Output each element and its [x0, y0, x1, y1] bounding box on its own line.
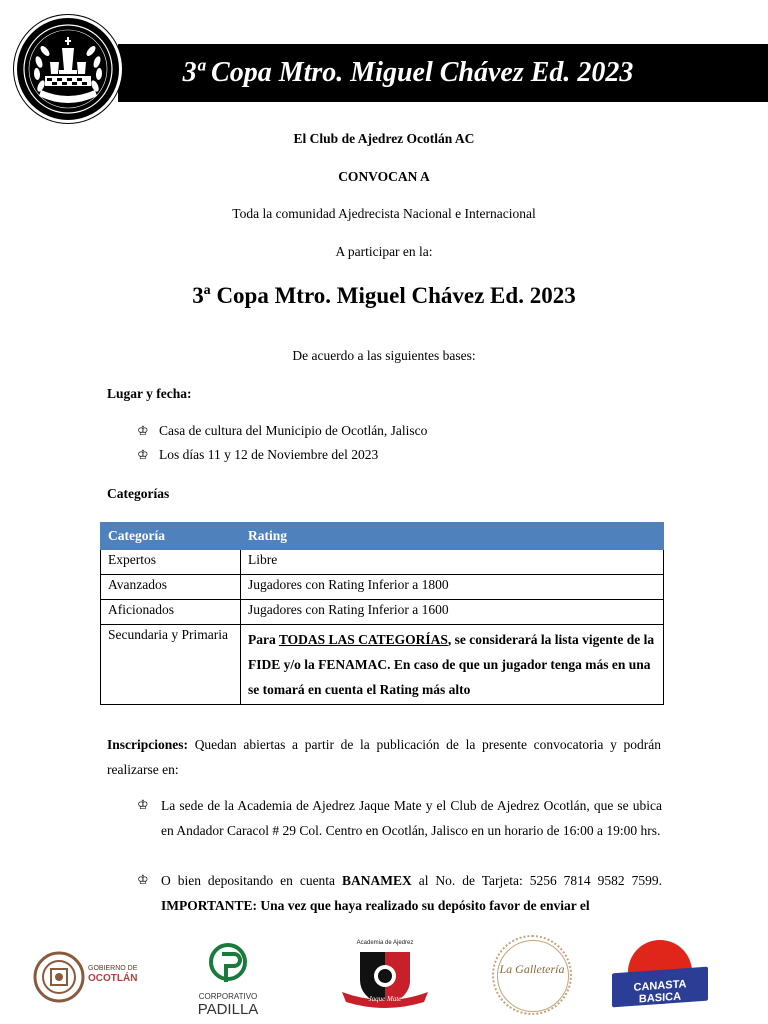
lugar-item-text: Casa de cultura del Municipio de Ocotlán, Jalisco	[159, 423, 428, 438]
category-cell: Expertos	[101, 550, 241, 575]
header-title: 3ª Copa Mtro. Miguel Chávez Ed. 2023	[182, 57, 634, 88]
note-underlined: TODAS LAS CATEGORÍAS	[278, 632, 448, 647]
inscripcion-item	[137, 793, 662, 843]
bank-name: BANAMEX	[342, 873, 412, 888]
category-cell: Aficionados	[101, 600, 241, 625]
table-row	[101, 550, 664, 575]
event-title: 3ª Copa Mtro. Miguel Chávez Ed. 2023	[192, 283, 576, 308]
inscripciones-label: Inscripciones:	[107, 737, 188, 752]
academia-text: Academia de Ajedrez	[356, 940, 414, 946]
inscripcion-item-text: La sede de la Academia de Ajedrez Jaque Mate y el Club de Ajedrez Ocotlán, que se ubica en Andador Caracol # 29 Col. Centro en Ocotlán, Jalisco en un horario de 16:00 a 19:00 hrs.	[161, 798, 662, 838]
sponsor-canasta-basica	[610, 938, 710, 1010]
jaque-mate-text: Jaque Mate	[368, 995, 402, 1003]
table-row	[101, 575, 664, 600]
rating-note-cell	[241, 625, 664, 705]
chess-king-icon: ♔	[137, 448, 149, 463]
column-header-categoria: Categoría	[101, 523, 241, 550]
club-logo-emblem-icon	[17, 18, 119, 120]
lugar-item-text: Los días 11 y 12 de Noviembre del 2023	[159, 447, 379, 462]
club-name: El Club de Ajedrez Ocotlán AC	[293, 131, 475, 146]
sponsor-corporativo-padilla	[188, 942, 268, 1020]
table-row	[101, 600, 664, 625]
padilla-line1: CORPORATIVO	[198, 992, 258, 1001]
sponsor-jaque-mate	[340, 940, 430, 1012]
gobierno-line2: OCOTLÁN	[88, 973, 138, 984]
category-cell: Avanzados	[101, 575, 241, 600]
important-note: IMPORTANTE: Una vez que haya realizado su depósito favor de enviar el	[161, 898, 590, 913]
lugar-item	[137, 423, 427, 439]
rating-cell: Jugadores con Rating Inferior a 1800	[241, 575, 664, 600]
sponsor-gobierno-ocotlan	[32, 946, 142, 1008]
padilla-logo-icon	[208, 942, 248, 986]
canasta-text: CANASTA BASICA	[633, 978, 687, 1006]
rating-cell: Libre	[241, 550, 664, 575]
inscripciones-text: Quedan abiertas a partir de la publicación de la presente convocatoria y podrán realizarse en:	[107, 737, 661, 777]
audience-text: Toda la comunidad Ajedrecista Nacional e Internacional	[232, 206, 536, 221]
chess-king-icon: ♔	[137, 798, 149, 813]
category-cell: Secundaria y Primaria	[101, 625, 241, 705]
galleteria-text: La Galletería	[499, 962, 565, 976]
inscripcion-item-text	[161, 868, 662, 918]
table-row	[101, 625, 664, 705]
categories-table	[100, 522, 664, 705]
categorias-label: Categorías	[107, 486, 170, 501]
gobierno-line1: GOBIERNO DE	[88, 965, 138, 972]
ocotlan-seal-icon	[32, 948, 86, 1006]
club-logo	[14, 15, 122, 123]
inscripciones-paragraph	[107, 732, 661, 782]
lugar-label: Lugar y fecha:	[107, 386, 192, 401]
galleteria-inner-ring	[497, 940, 569, 1012]
participate-text: A participar en la:	[335, 244, 433, 259]
sponsor-galleteria	[492, 935, 572, 1015]
inscripcion-item	[137, 868, 662, 918]
convocan-heading: CONVOCAN A	[338, 169, 430, 184]
column-header-rating: Rating	[241, 523, 664, 550]
chess-king-icon: ♔	[137, 424, 149, 439]
note-suffix: , se considerará la lista vigente de la FIDE y/o la FENAMAC. En caso de que un jugador tenga más en una se tomará en cuenta el Rating más alto	[248, 632, 655, 697]
padilla-line2: PADILLA	[197, 1001, 259, 1018]
note-prefix: Para	[248, 632, 279, 647]
deposit-prefix: O bien depositando en cuenta	[161, 873, 343, 888]
bases-text: De acuerdo a las siguientes bases:	[292, 348, 476, 363]
rating-cell: Jugadores con Rating Inferior a 1600	[241, 600, 664, 625]
deposit-card: al No. de Tarjeta: 5256 7814 9582 7599.	[411, 873, 662, 888]
lugar-item	[137, 447, 378, 463]
chess-king-icon: ♔	[137, 873, 149, 888]
table-header-row	[101, 523, 664, 550]
